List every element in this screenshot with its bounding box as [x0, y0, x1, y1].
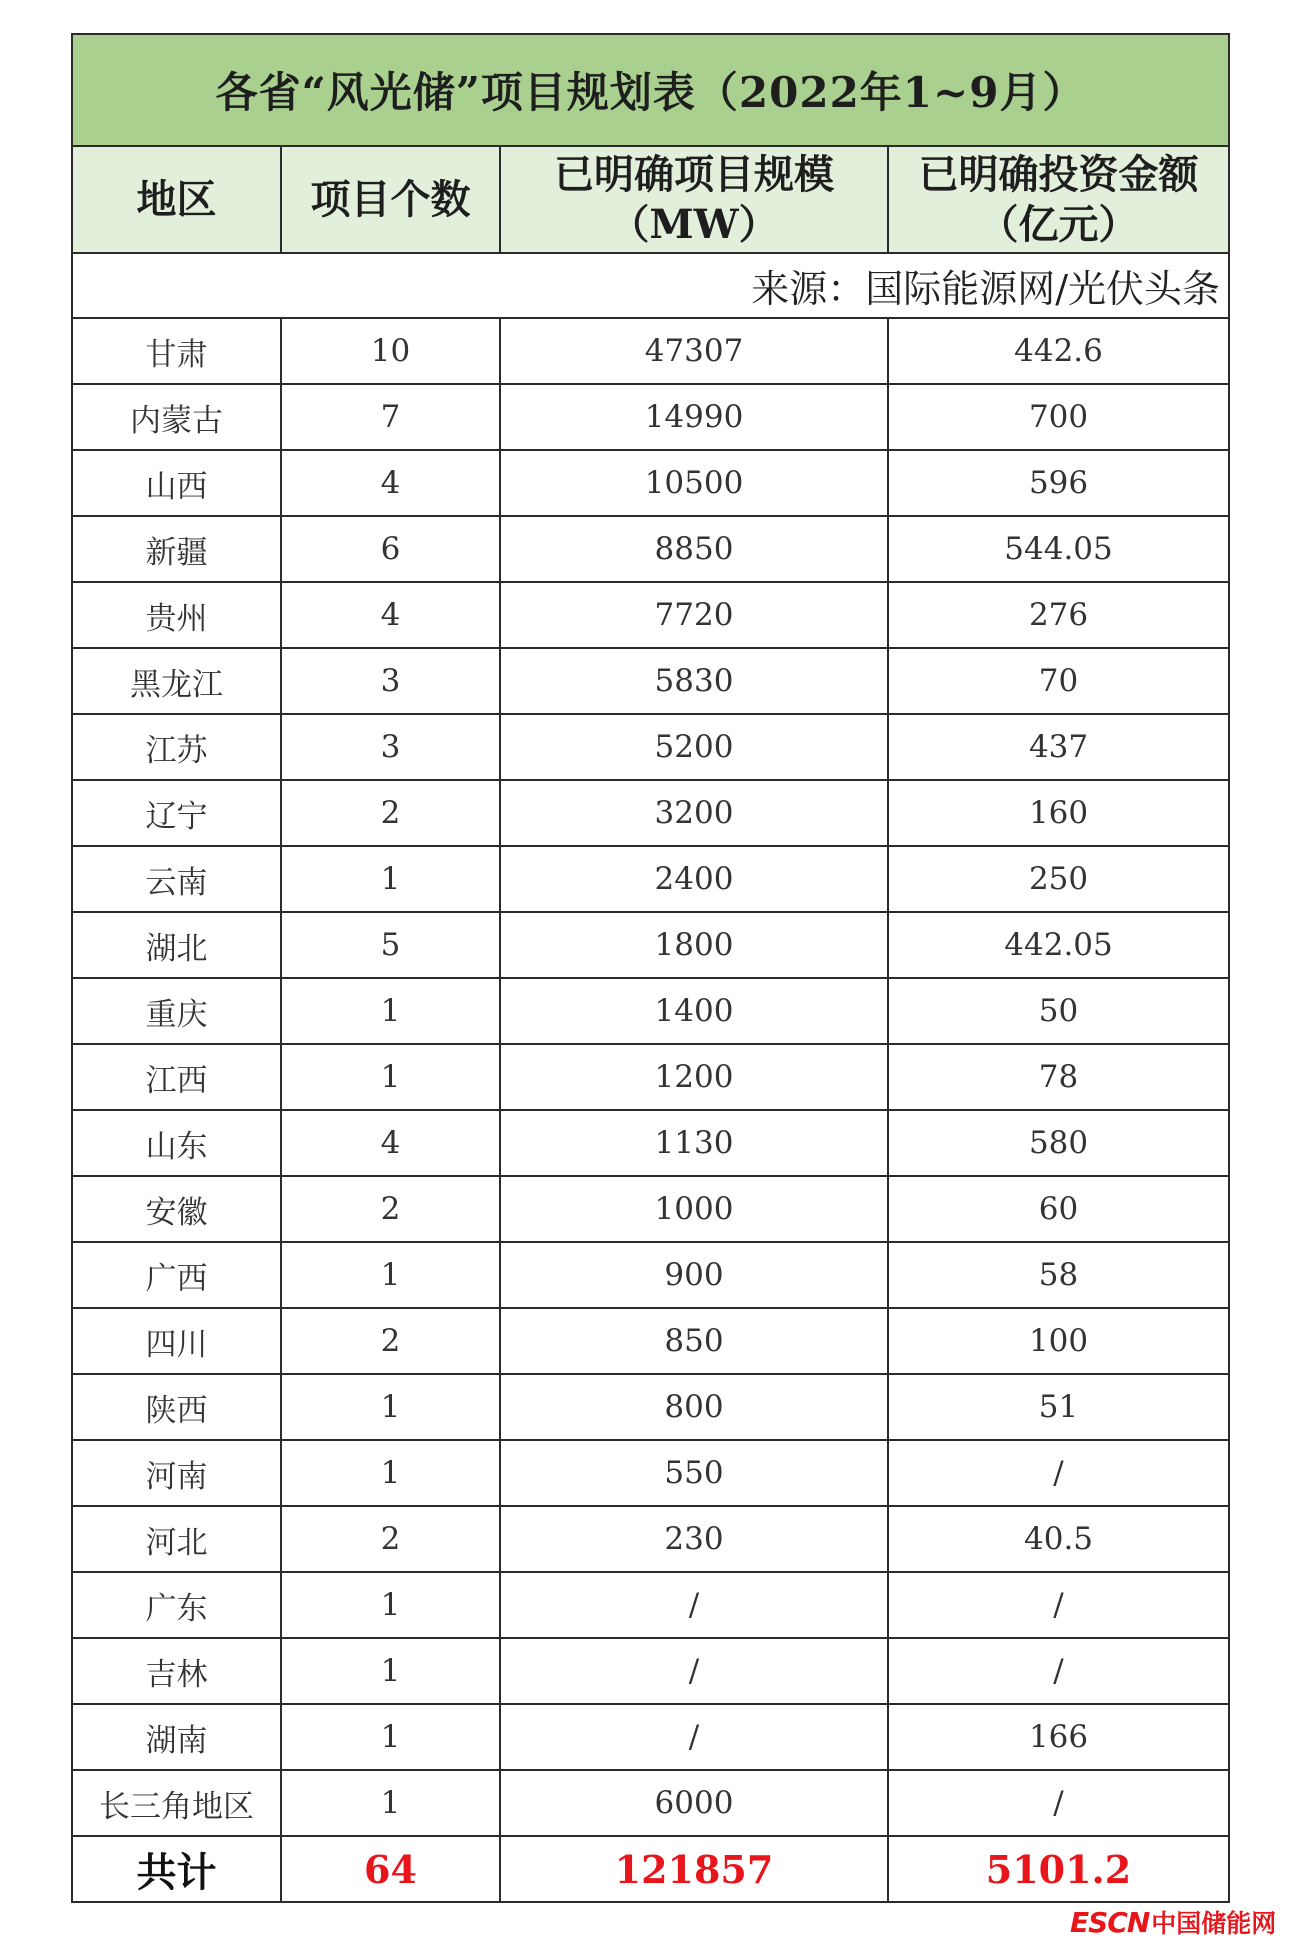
cell-scale: 10500	[500, 450, 888, 516]
header-invest	[888, 146, 1229, 253]
cell-invest: 50	[888, 978, 1229, 1044]
cell-region: 新疆	[72, 516, 281, 582]
table-row	[72, 846, 1229, 912]
cell-count: 6	[281, 516, 500, 582]
table-row	[72, 912, 1229, 978]
escn-watermark	[1070, 1904, 1276, 1940]
cell-invest: 40.5	[888, 1506, 1229, 1572]
cell-count: 10	[281, 318, 500, 384]
table-row	[72, 1176, 1229, 1242]
cell-invest: /	[888, 1770, 1229, 1836]
cell-scale: 230	[500, 1506, 888, 1572]
cell-region: 广西	[72, 1242, 281, 1308]
cell-invest: 60	[888, 1176, 1229, 1242]
cell-region: 四川	[72, 1308, 281, 1374]
cell-invest: 160	[888, 780, 1229, 846]
cell-count: 1	[281, 978, 500, 1044]
cell-count: 7	[281, 384, 500, 450]
table-row	[72, 516, 1229, 582]
table-row	[72, 1638, 1229, 1704]
cell-region: 河南	[72, 1440, 281, 1506]
header-invest-label: 已明确投资金额	[918, 150, 1199, 198]
table-row	[72, 582, 1229, 648]
cell-invest: 442.6	[888, 318, 1229, 384]
cell-region: 山西	[72, 450, 281, 516]
cell-region: 重庆	[72, 978, 281, 1044]
cell-invest: 276	[888, 582, 1229, 648]
cell-region: 吉林	[72, 1638, 281, 1704]
title-row	[72, 34, 1229, 146]
cell-scale: 1200	[500, 1044, 888, 1110]
cell-count: 1	[281, 1374, 500, 1440]
cell-scale: 5200	[500, 714, 888, 780]
header-scale	[500, 146, 888, 253]
total-invest: 5101.2	[888, 1836, 1229, 1902]
table-row	[72, 714, 1229, 780]
cell-invest: 700	[888, 384, 1229, 450]
header-count: 项目个数	[281, 146, 500, 253]
cell-scale: 6000	[500, 1770, 888, 1836]
table-row	[72, 1242, 1229, 1308]
cell-region: 江西	[72, 1044, 281, 1110]
cell-scale: 1400	[500, 978, 888, 1044]
cell-region: 甘肃	[72, 318, 281, 384]
cell-region: 云南	[72, 846, 281, 912]
table-row	[72, 1374, 1229, 1440]
cell-region: 湖南	[72, 1704, 281, 1770]
header-row	[72, 146, 1229, 253]
cell-scale: /	[500, 1638, 888, 1704]
cell-scale: 900	[500, 1242, 888, 1308]
total-scale: 121857	[500, 1836, 888, 1902]
cell-invest: 250	[888, 846, 1229, 912]
cell-scale: 7720	[500, 582, 888, 648]
cell-invest: 580	[888, 1110, 1229, 1176]
cell-scale: 14990	[500, 384, 888, 450]
cell-count: 1	[281, 1242, 500, 1308]
cell-scale: 850	[500, 1308, 888, 1374]
cell-count: 4	[281, 450, 500, 516]
cell-region: 辽宁	[72, 780, 281, 846]
cell-region: 安徽	[72, 1176, 281, 1242]
cell-count: 1	[281, 1704, 500, 1770]
table-row	[72, 1110, 1229, 1176]
cell-invest: 437	[888, 714, 1229, 780]
watermark-brand: ESCN	[1070, 1905, 1150, 1939]
table-row	[72, 1440, 1229, 1506]
table-row	[72, 1770, 1229, 1836]
table-row	[72, 1704, 1229, 1770]
source-note: 来源：国际能源网/光伏头条	[72, 253, 1229, 318]
cell-scale: /	[500, 1572, 888, 1638]
cell-region: 河北	[72, 1506, 281, 1572]
cell-region: 内蒙古	[72, 384, 281, 450]
table-row	[72, 1308, 1229, 1374]
cell-scale: 2400	[500, 846, 888, 912]
cell-region: 广东	[72, 1572, 281, 1638]
source-row	[72, 253, 1229, 318]
cell-count: 1	[281, 1770, 500, 1836]
header-scale-label: 已明确项目规模	[554, 150, 834, 198]
cell-count: 4	[281, 582, 500, 648]
cell-region: 长三角地区	[72, 1770, 281, 1836]
cell-region: 江苏	[72, 714, 281, 780]
table-title: 各省“风光储”项目规划表（2022年1~9月）	[72, 34, 1229, 146]
cell-invest: 100	[888, 1308, 1229, 1374]
cell-scale: 5830	[500, 648, 888, 714]
table-row	[72, 648, 1229, 714]
cell-scale: 800	[500, 1374, 888, 1440]
cell-invest: 544.05	[888, 516, 1229, 582]
table-row	[72, 978, 1229, 1044]
cell-invest: 78	[888, 1044, 1229, 1110]
total-label: 共计	[72, 1836, 281, 1902]
cell-count: 1	[281, 846, 500, 912]
total-row	[72, 1836, 1229, 1902]
cell-region: 湖北	[72, 912, 281, 978]
cell-invest: 51	[888, 1374, 1229, 1440]
cell-scale: /	[500, 1704, 888, 1770]
cell-invest: /	[888, 1440, 1229, 1506]
table-row	[72, 1044, 1229, 1110]
cell-invest: 166	[888, 1704, 1229, 1770]
cell-count: 3	[281, 714, 500, 780]
cell-scale: 550	[500, 1440, 888, 1506]
table-body	[72, 34, 1229, 1902]
cell-count: 1	[281, 1572, 500, 1638]
cell-count: 3	[281, 648, 500, 714]
table-row	[72, 450, 1229, 516]
cell-scale: 1130	[500, 1110, 888, 1176]
header-scale-unit: （MW）	[609, 200, 779, 248]
cell-scale: 3200	[500, 780, 888, 846]
cell-scale: 8850	[500, 516, 888, 582]
cell-region: 贵州	[72, 582, 281, 648]
cell-count: 5	[281, 912, 500, 978]
table-row	[72, 384, 1229, 450]
project-table	[71, 33, 1230, 1903]
cell-invest: 70	[888, 648, 1229, 714]
cell-invest: 58	[888, 1242, 1229, 1308]
header-region: 地区	[72, 146, 281, 253]
cell-count: 1	[281, 1440, 500, 1506]
cell-count: 2	[281, 780, 500, 846]
cell-invest: /	[888, 1638, 1229, 1704]
cell-invest: /	[888, 1572, 1229, 1638]
cell-invest: 442.05	[888, 912, 1229, 978]
cell-invest: 596	[888, 450, 1229, 516]
cell-scale: 47307	[500, 318, 888, 384]
table-row	[72, 780, 1229, 846]
cell-count: 2	[281, 1176, 500, 1242]
table-row	[72, 1572, 1229, 1638]
total-count: 64	[281, 1836, 500, 1902]
cell-count: 4	[281, 1110, 500, 1176]
cell-count: 2	[281, 1506, 500, 1572]
cell-scale: 1000	[500, 1176, 888, 1242]
cell-count: 1	[281, 1044, 500, 1110]
watermark-site: 中国储能网	[1151, 1909, 1277, 1938]
cell-scale: 1800	[500, 912, 888, 978]
cell-region: 陕西	[72, 1374, 281, 1440]
header-invest-unit: （亿元）	[978, 200, 1139, 248]
table-row	[72, 1506, 1229, 1572]
cell-count: 2	[281, 1308, 500, 1374]
cell-region: 山东	[72, 1110, 281, 1176]
cell-count: 1	[281, 1638, 500, 1704]
table-row	[72, 318, 1229, 384]
cell-region: 黑龙江	[72, 648, 281, 714]
